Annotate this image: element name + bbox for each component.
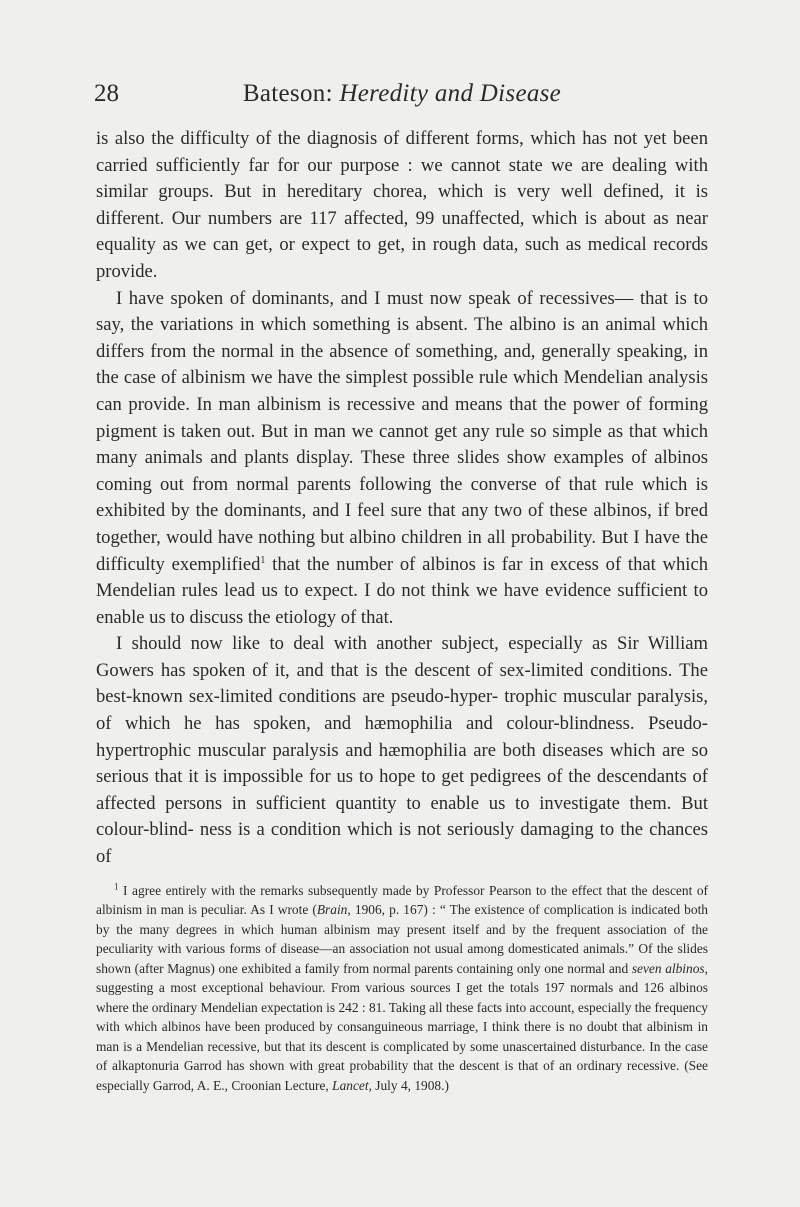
paragraph-3: I should now like to deal with another subject, especially as Sir William Gowers has spoken of it, and that is the descent of sex-limited conditions. The best-known sex-limited conditions are pseudo-hyper- trophic muscular paralysis, of which he has spoken, and hæmophilia and colour-blindness. Pseudo-hypertrophic muscular paralysis and hæmophilia are both diseases which are so serious that it is impossible for us to hope to get pedigrees of the descendants of affected persons in sufficient quantity to enable us to investigate them. But colour-blind- ness is a condition which is not seriously damaging to the chances of xyxy=(96,633,708,868)
footnote-text-4: , July 4, 1908.) xyxy=(368,1077,449,1093)
footnote-text-3: , suggesting a most exceptional behaviour. From various sources I get the totals 197 normals and 126 albinos where the ordinary Mendelian expectation is 242 : 81. Taking all these facts into account, especially the frequency with which albinos have been produced by consanguineous marriage, I think there is no doubt that albinism in man is a Mendelian recessive, but that its descent is complicated by some unascertained disturbance. In the case of alkaptonuria Garrod has shown with great probability that the descent is that of an ordinary recessive. (See especially Garrod, A. E., Croonian Lecture, xyxy=(96,960,708,1093)
paragraph-1: is also the difficulty of the diagnosis of different forms, which has not yet been carried sufficiently far for our purpose : we cannot state we are dealing with similar groups. But in hereditary chorea, which is very well defined, it is different. Our numbers are 117 affected, 99 unaffected, which is about as near equality as we can get, or expect to get, in rough data, such as medical records provide. xyxy=(96,128,708,282)
paragraph-2-part-1: I have spoken of dominants, and I must now speak of recessives— that is to say, the variations in which something is absent. The albino is an animal which differs from the normal in the absence of something, and, generally speaking, in the case of albinism we have the simplest possible rule which Mendelian analysis can provide. In man albinism is recessive and means that the power of forming pigment is taken out. But in man we cannot get any rule so simple as that which many animals and plants display. These three slides show examples of albinos coming out from normal parents following the converse of that rule which is exhibited by the dominants, and I feel sure that any two of these albinos, if bred together, would have nothing but albino children in all probability. But I have the difficulty exemplified xyxy=(96,287,708,575)
running-title xyxy=(96,80,708,108)
footnote-italic-seven-albinos: seven albinos xyxy=(631,960,705,976)
running-title-book: Heredity and Disease xyxy=(339,80,562,107)
page xyxy=(96,80,708,1095)
running-title-author: Bateson: xyxy=(242,80,333,107)
paragraph-2 xyxy=(96,286,708,632)
paragraph-2-part-2: that the number of albinos is far in excess of that which Mendelian rules lead us to expect. I do not think we have evidence sufficient to enable us to discuss the etiology of that. xyxy=(96,553,708,628)
footnote-italic-brain: Brain xyxy=(316,902,348,918)
footnote-text-1: I agree entirely with the remarks subsequently made by Professor Pearson to the effect that the descent of albinism in man is peculiar. As I wrote ( xyxy=(96,882,708,918)
footnote-reference: 1 xyxy=(260,554,266,566)
footnote-text-2: , 1906, p. 167) : “ The existence of complication is indicated both by the many degrees in which human albinism may present itself and by the frequent association of the peculiarity with various forms of disease—an association not usual among domesticated animals.” Of the slides shown (after Magnus) one exhibited a family from normal parents containing only one normal and xyxy=(96,902,708,976)
page-number: 28 xyxy=(94,80,119,107)
footnote-italic-lancet: Lancet xyxy=(332,1077,369,1093)
footnote-mark: 1 xyxy=(114,881,119,892)
footnote xyxy=(96,881,708,1096)
page-header xyxy=(96,80,708,114)
body-text xyxy=(96,126,708,871)
